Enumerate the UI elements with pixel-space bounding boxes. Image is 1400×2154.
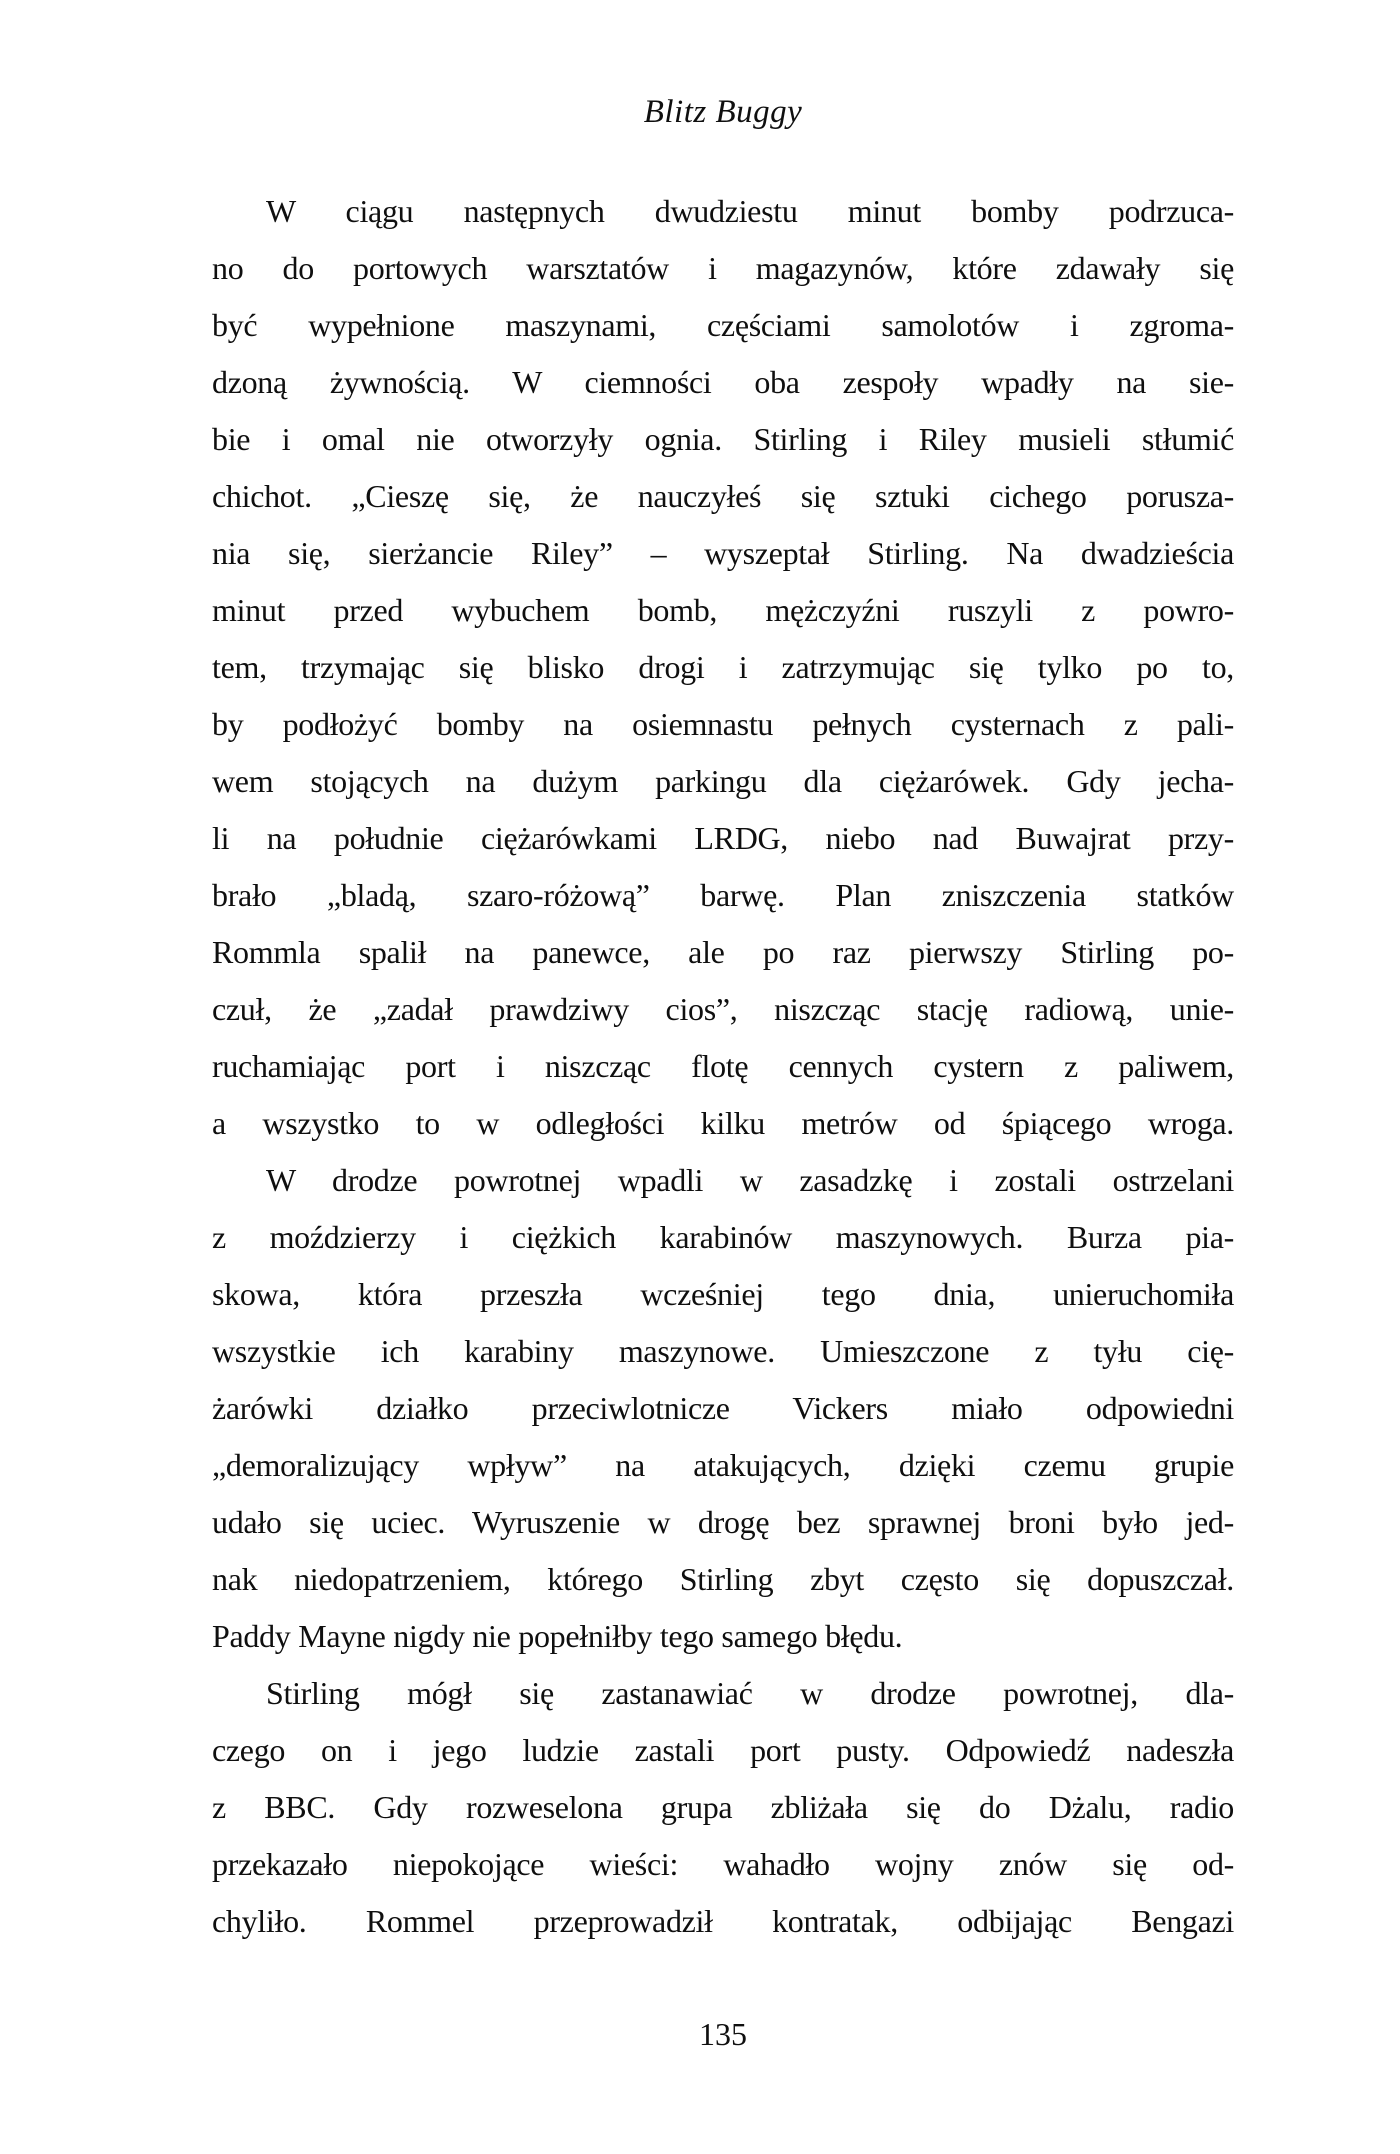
paragraph [212,183,1234,1152]
text-line: chichot. „Cieszę się, że nauczyłeś się sztuki cichego porusza- [212,478,1234,514]
text-line: minut przed wybuchem bomb, mężczyźni ruszyli z powro- [212,592,1234,628]
text-block [212,183,1234,1950]
text-line: udało się uciec. Wyruszenie w drogę bez sprawnej broni było jed- [212,1504,1234,1540]
running-header: Blitz Buggy [643,94,803,130]
text-line: li na południe ciężarówkami LRDG, niebo nad Buwajrat przy- [212,820,1234,856]
text-line: żarówki działko przeciwlotnicze Vickers miało odpowiedni [212,1390,1234,1426]
text-line: Paddy Mayne nigdy nie popełniłby tego samego błędu. [212,1618,903,1654]
text-line: ruchamiając port i niszcząc flotę cennych cystern z paliwem, [212,1048,1234,1084]
text-line: chyliło. Rommel przeprowadził kontratak, odbijając Bengazi [212,1903,1234,1939]
text-line: „demoralizujący wpływ” na atakujących, dzięki czemu grupie [212,1447,1234,1483]
text-line: a wszystko to w odległości kilku metrów od śpiącego wroga. [212,1105,1234,1141]
text-line: by podłożyć bomby na osiemnastu pełnych cysternach z pali- [212,706,1234,742]
text-line: czego on i jego ludzie zastali port pusty. Odpowiedź nadeszła [212,1732,1234,1768]
paragraph [212,1665,1234,1950]
text-line: z BBC. Gdy rozweselona grupa zbliżała się do Dżalu, radio [212,1789,1234,1825]
text-line: wszystkie ich karabiny maszynowe. Umieszczone z tyłu cię- [212,1333,1234,1369]
text-line: W ciągu następnych dwudziestu minut bomby podrzuca- [266,193,1234,229]
text-line: Stirling mógł się zastanawiać w drodze powrotnej, dla- [266,1675,1234,1711]
text-line: W drodze powrotnej wpadli w zasadzkę i zostali ostrzelani [266,1162,1234,1198]
text-line: wem stojących na dużym parkingu dla ciężarówek. Gdy jecha- [212,763,1234,799]
text-line: skowa, która przeszła wcześniej tego dnia, unieruchomiła [212,1276,1234,1312]
text-line: no do portowych warsztatów i magazynów, które zdawały się [212,250,1234,286]
text-line: z moździerzy i ciężkich karabinów maszynowych. Burza pia- [212,1219,1234,1255]
page-number: 135 [699,2016,747,2052]
text-line: bie i omal nie otworzyły ognia. Stirling i Riley musieli stłumić [212,421,1234,457]
text-line: przekazało niepokojące wieści: wahadło wojny znów się od- [212,1846,1234,1882]
text-line: czuł, że „zadał prawdziwy cios”, niszcząc stację radiową, unie- [212,991,1234,1027]
text-line: być wypełnione maszynami, częściami samolotów i zgroma- [212,307,1234,343]
text-line: Rommla spalił na panewce, ale po raz pierwszy Stirling po- [212,934,1234,970]
paragraph [212,1152,1234,1665]
text-line: nia się, sierżancie Riley” – wyszeptał Stirling. Na dwadzieścia [212,535,1234,571]
text-line: dzoną żywnością. W ciemności oba zespoły wpadły na sie- [212,364,1234,400]
text-line: tem, trzymając się blisko drogi i zatrzymując się tylko po to, [212,649,1234,685]
text-line: brało „bladą, szaro-różową” barwę. Plan zniszczenia statków [212,877,1234,913]
text-line: nak niedopatrzeniem, którego Stirling zbyt często się dopuszczał. [212,1561,1234,1597]
